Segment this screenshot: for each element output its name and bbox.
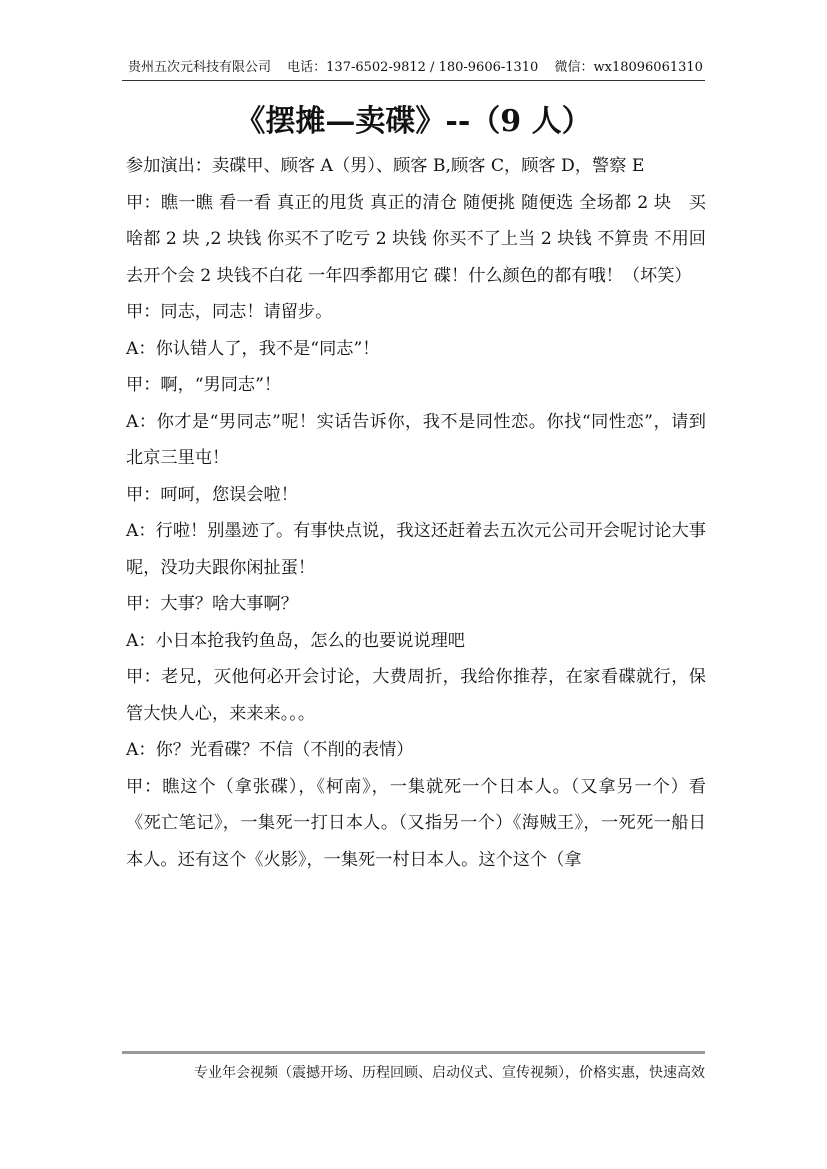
paragraph: A：小日本抢我钓鱼岛，怎么的也要说说理吧 [126,630,465,651]
footer-divider [122,1051,705,1054]
paragraph: 甲：呵呵，您误会啦！ [126,484,298,505]
page-footer: 专业年会视频（震撼开场、历程回顾、启动仪式、宣传视频），价格实惠，快速高效 [194,1065,705,1081]
header-wechat: 微信：wx18096061310 [554,60,703,75]
page-title: 《摆摊—卖碟》--（9 人） [235,104,592,139]
paragraph: A：你认错人了，我不是“同志”！ [126,338,380,359]
script-body [126,148,706,878]
paragraph: 甲：同志，同志！请留步。 [126,302,333,322]
paragraph: 甲：啊，“男同志”！ [126,375,282,395]
header-company: 贵州五次元科技有限公司 [128,60,272,75]
paragraph: 甲：瞧这个（拿张碟），《柯南》，一集就死一个日本人。（又拿另一个）看《死亡笔记》，一集死一打日本人。（又指另一个）《海贼王》，一死死一船日本人。还有这个《火影》，一集死一村日本人。这个这个（拿 [126,776,706,870]
paragraph: A：你才是“男同志”呢！实话告诉你，我不是同性恋。你找“同性恋”，请到北京三里屯！ [126,411,706,468]
paragraph: 甲：瞧一瞧 看一看 真正的甩货 真正的清仓 随便挑 随便选 全场都 2 块 买啥都 2 块 ,2 块钱 你买不了吃亏 2 块钱 你买不了上当 2 块钱 不算贵 不用回去开个会 2 块钱不白花 一年四季都用它 碟！什么颜色的都有哦！（坏笑） [126,192,706,286]
paragraph: A：你？光看碟？不信（不削的表情） [126,740,414,760]
paragraph: 参加演出：卖碟甲、顾客 A（男）、顾客 B,顾客 C，顾客 D，警察 E [126,156,645,176]
paragraph: 甲：大事？啥大事啊？ [126,594,298,614]
header-phone: 电话：137-6502-9812 / 180-9606-1310 [287,60,539,75]
paragraph: A：行啦！别墨迹了。有事快点说，我这还赶着去五次元公司开会呢讨论大事呢，没功夫跟你闲扯蛋！ [126,521,706,578]
page-header [122,56,705,81]
paragraph: 甲：老兄，灭他何必开会讨论，大费周折，我给你推荐，在家看碟就行，保管大快人心，来来来。。。 [126,667,706,724]
